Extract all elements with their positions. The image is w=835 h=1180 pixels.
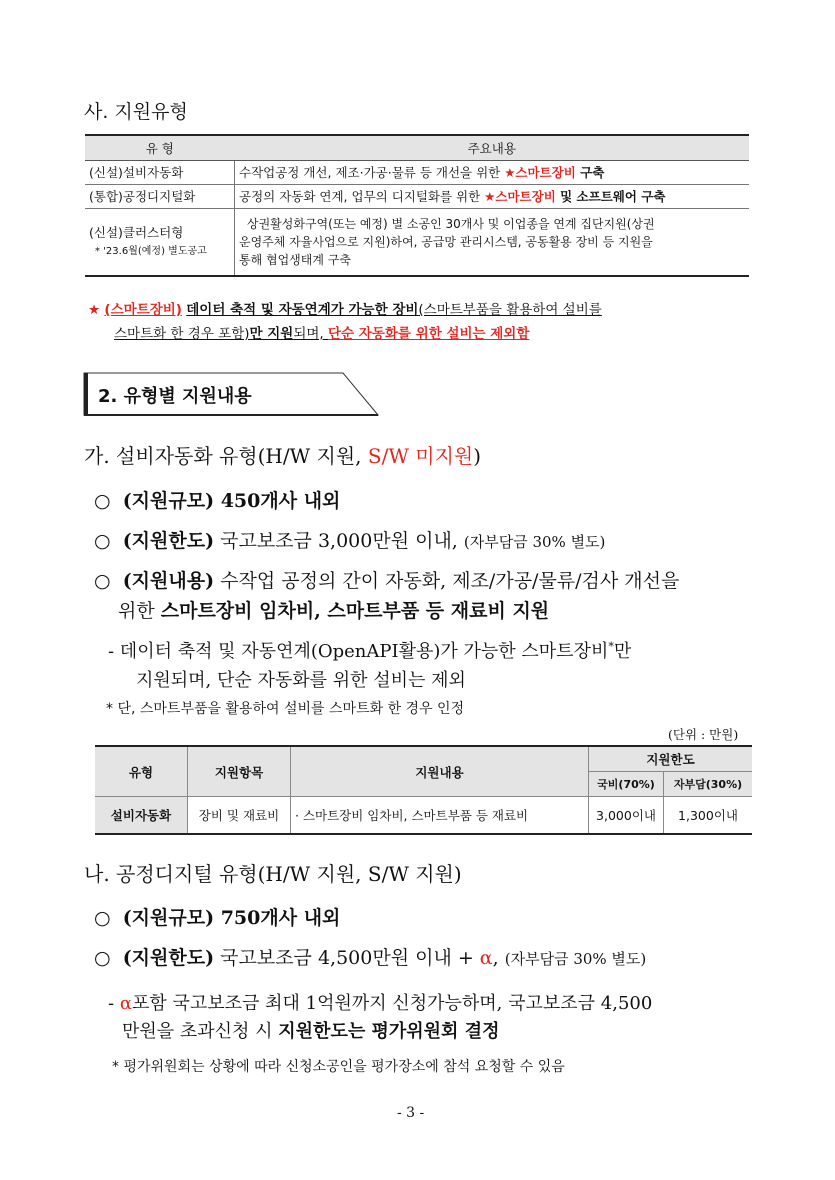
table-row: 설비자동화 장비 및 재료비 · 스마트장비 임차비, 스마트부품 등 재료비 3,000이내 1,300이내 (95, 797, 752, 835)
smart-equipment-note: ★ (스마트장비) 데이터 축적 및 자동연계가 가능한 장비(스마트부품을 활용하여 설비를 스마트화 한 경우 포함)만 지원되며, 단순 자동화를 위한 설비는 제외함 (88, 302, 602, 342)
bullet-limit: ○ (지원한도) 국고보조금 3,000만원 이내, (자부담금 30% 별도) (94, 530, 606, 552)
star-icon: ★ (484, 189, 496, 204)
type-cell: (통합)공정디지털화 (85, 185, 235, 209)
bullet-scale-2: ○ (지원규모) 750개사 내외 (94, 907, 341, 929)
dash-note: - 데이터 축적 및 자동연계(OpenAPI활용)가 가능한 스마트장비*만 지원되며, 단순 자동화를 위한 설비는 제외 (108, 640, 632, 691)
col-type-header: 유 형 (85, 135, 235, 161)
bullet-content: ○ (지원내용) 수작업 공정의 간이 자동화, 제조/가공/물류/검사 개선을 위한 스마트장비 임차비, 스마트부품 등 재료비 지원 (94, 570, 680, 622)
type-cell: (신설)설비자동화 (85, 161, 235, 185)
bullet-icon: ○ (94, 947, 111, 969)
bullet-scale: ○ (지원규모) 450개사 내외 (94, 490, 341, 512)
type-cell: (신설)클러스터형 * '23.6월(예정) 별도공고 (85, 209, 235, 277)
heading-process-digital: 나. 공정디지털 유형(H/W 지원, S/W 지원) (84, 862, 462, 886)
support-types-table (85, 134, 749, 277)
footnote: * 단, 스마트부품을 활용하여 설비를 스마트화 한 경우 인정 (106, 701, 465, 717)
bullet-icon: ○ (94, 490, 111, 512)
unit-label: (단위 : 만원) (668, 727, 739, 742)
bullet-icon: ○ (94, 570, 111, 592)
star-icon: ★ (504, 165, 516, 180)
footnote-2: * 평가위원회는 상황에 따라 신청소공인을 평가장소에 참석 요청할 수 있음 (112, 1059, 565, 1075)
page-number: - 3 - (397, 1105, 425, 1121)
content-cell: 공정의 자동화 연계, 업무의 디지털화를 위한 ★스마트장비 및 소프트웨어 구축 (235, 185, 750, 209)
content-cell: 수작업공정 개선, 제조·가공·물류 등 개선을 위한 ★스마트장비 구축 (235, 161, 750, 185)
bullet-icon: ○ (94, 907, 111, 929)
section-title: 2. 유형별 지원내용 (98, 386, 252, 407)
col-content-header: 주요내용 (235, 135, 750, 161)
bullet-limit-2: ○ (지원한도) 국고보조금 4,500만원 이내 + α, (자부담금 30% 별도) (94, 947, 647, 969)
table-row (85, 209, 749, 277)
equipment-automation-table: 유형 지원항목 지원내용 지원한도 국비(70%) 자부담(30%) 설비자동화 장비 및 재료비 · 스마트장비 임차비, 스마트부품 등 재료비 3,000이내 1,300이내 (95, 745, 752, 835)
heading-support-types: 사. 지원유형 (84, 101, 188, 123)
content-cell: 상권활성화구역(또는 예정) 별 소공인 30개사 및 이업종을 연계 집단지원(상권 운영주체 자율사업으로 지원)하여, 공급망 관리시스템, 공동활용 장비 등 지원을 통해 협업생태계 구축 (235, 209, 750, 277)
heading-equipment-automation: 가. 설비자동화 유형(H/W 지원, S/W 미지원) (84, 444, 482, 468)
dash-note-2: - α포함 국고보조금 최대 1억원까지 신청가능하며, 국고보조금 4,500 만원을 초과신청 시 지원한도는 평가위원회 결정 (108, 993, 653, 1042)
bullet-icon: ○ (94, 530, 111, 552)
table-row (85, 161, 749, 185)
star-icon: ★ (88, 302, 101, 318)
table-row (85, 185, 749, 209)
